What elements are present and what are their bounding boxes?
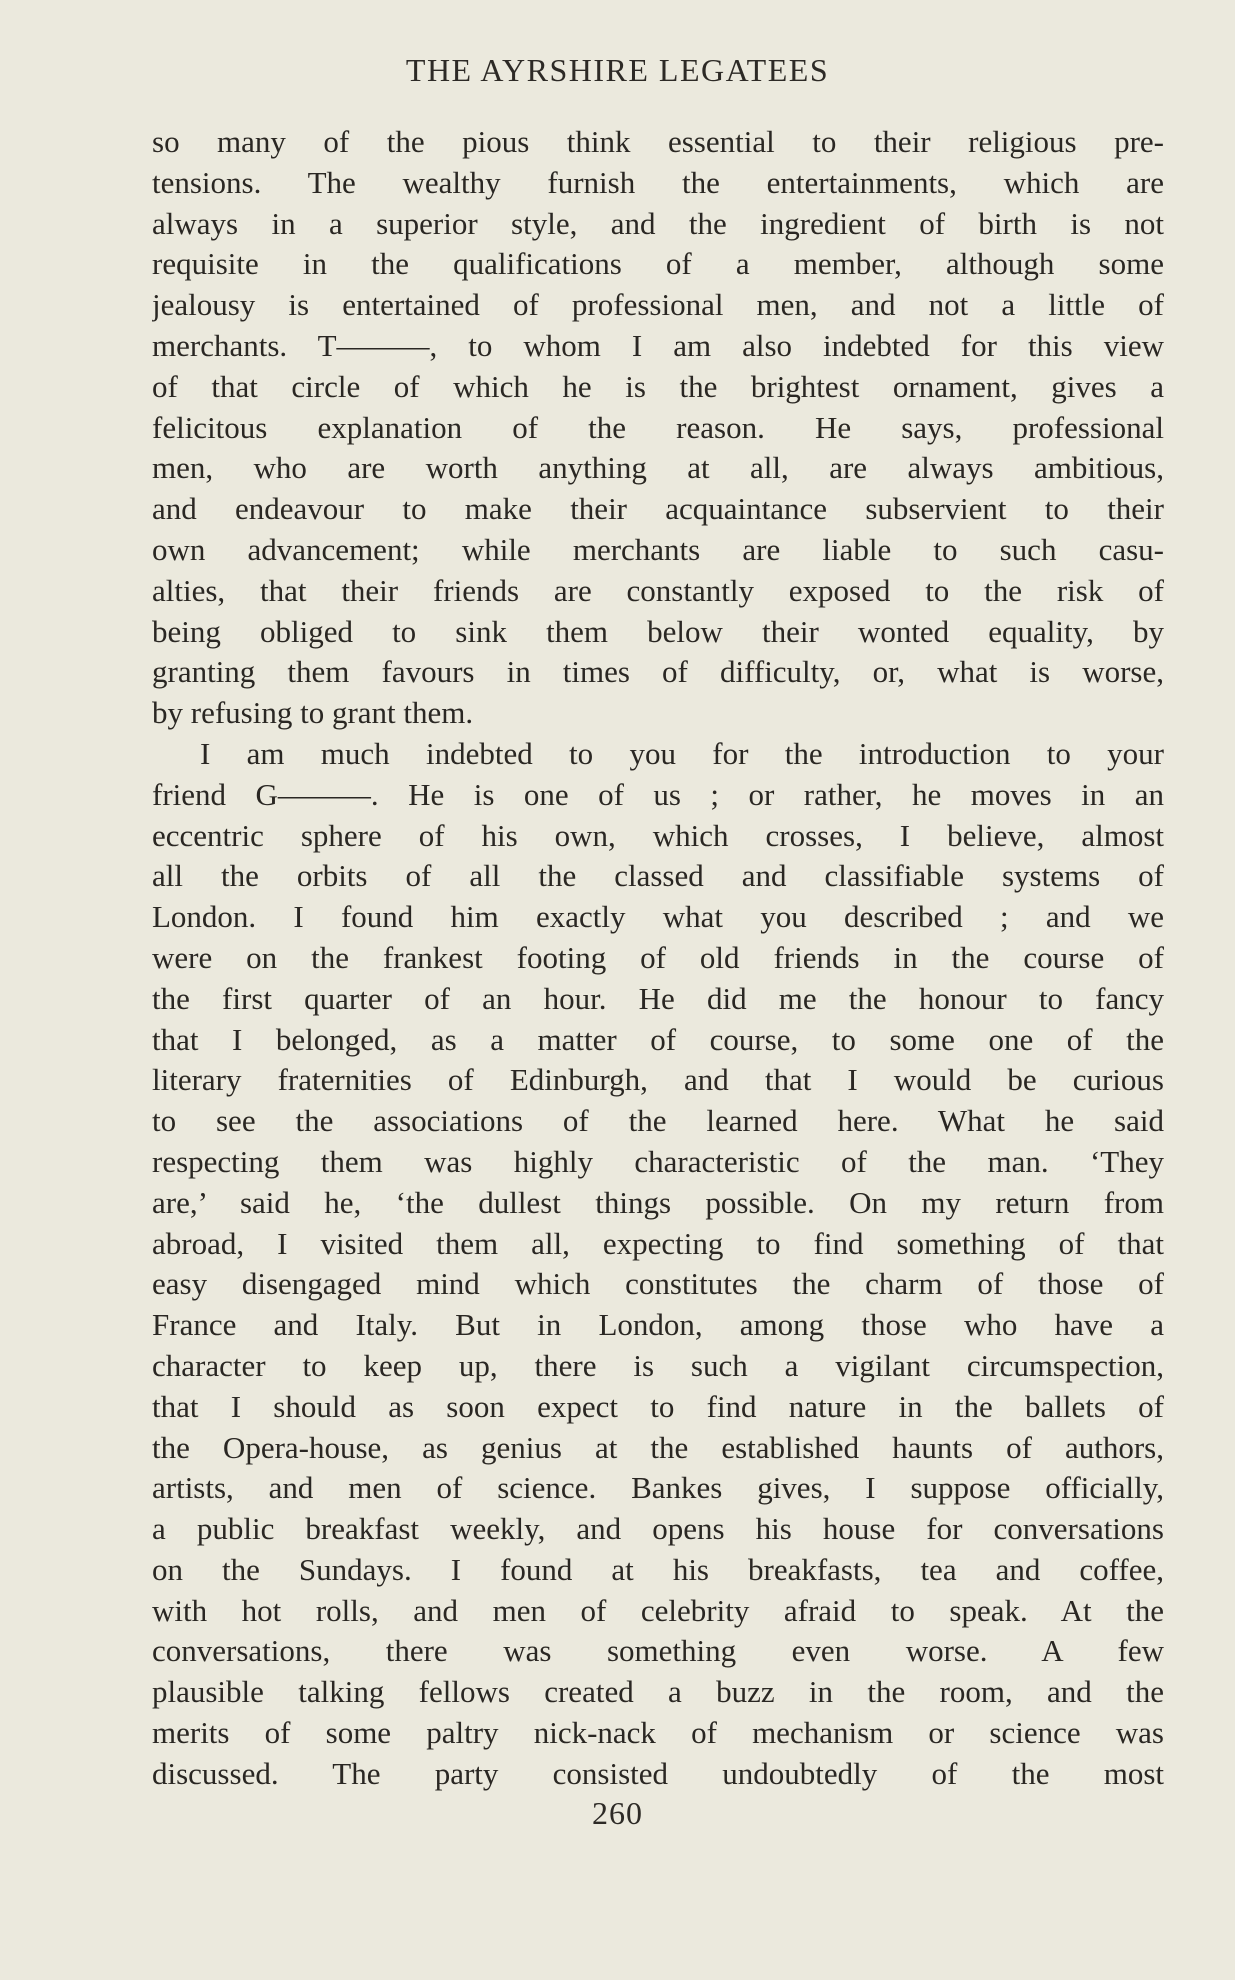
text-line: to see the associations of the learned here. What he said — [152, 1103, 1164, 1139]
text-line: requisite in the qualifications of a member, although some — [152, 246, 1164, 282]
text-line: with hot rolls, and men of celebrity afraid to speak. At the — [152, 1592, 1164, 1628]
text-line: the first quarter of an hour. He did me the honour to fancy — [152, 980, 1164, 1016]
text-line: France and Italy. But in London, among those who have a — [152, 1307, 1164, 1343]
text-line: I am much indebted to you for the introduction to your — [200, 735, 1164, 771]
text-line: being obliged to sink them below their wonted equality, by — [152, 613, 1164, 649]
text-line: the Opera-house, as genius at the established haunts of authors, — [152, 1429, 1164, 1465]
text-line: on the Sundays. I found at his breakfasts, tea and coffee, — [152, 1551, 1164, 1587]
text-line: that I belonged, as a matter of course, to some one of the — [152, 1021, 1164, 1057]
text-line: respecting them was highly characteristic of the man. ‘They — [152, 1143, 1164, 1179]
text-line: conversations, there was something even worse. A few — [152, 1633, 1164, 1669]
text-line: merchants. T———, to whom I am also indebted for this view — [152, 327, 1164, 363]
text-line: abroad, I visited them all, expecting to find something of that — [152, 1225, 1164, 1261]
text-line: artists, and men of science. Bankes gives, I suppose officially, — [152, 1470, 1164, 1506]
text-line: were on the frankest footing of old friends in the course of — [152, 939, 1164, 975]
text-line: alties, that their friends are constantly exposed to the risk of — [152, 572, 1164, 608]
text-line: a public breakfast weekly, and opens his house for conversations — [152, 1511, 1164, 1547]
body-text — [152, 122, 1164, 1795]
text-line: felicitous explanation of the reason. He says, professional — [152, 409, 1164, 445]
text-line: character to keep up, there is such a vigilant circumspection, — [152, 1347, 1164, 1383]
text-line: and endeavour to make their acquaintance subservient to their — [152, 491, 1164, 527]
text-line: plausible talking fellows created a buzz in the room, and the — [152, 1674, 1164, 1710]
text-line: granting them favours in times of difficulty, or, what is worse, — [152, 654, 1164, 690]
text-line: discussed. The party consisted undoubtedly of the most — [152, 1755, 1164, 1791]
text-line: eccentric sphere of his own, which crosses, I believe, almost — [152, 817, 1164, 853]
text-line: easy disengaged mind which constitutes the charm of those of — [152, 1266, 1164, 1302]
running-head: THE AYRSHIRE LEGATEES — [405, 52, 830, 88]
text-line: jealousy is entertained of professional men, and not a little of — [152, 287, 1164, 323]
text-line: so many of the pious think essential to their religious pre- — [152, 124, 1164, 159]
text-line: tensions. The wealthy furnish the entertainments, which are — [152, 164, 1164, 200]
text-line: all the orbits of all the classed and classifiable systems of — [152, 858, 1164, 894]
text-line: friend G———. He is one of us ; or rather, he moves in an — [152, 776, 1164, 812]
text-line: London. I found him exactly what you described ; and we — [152, 899, 1164, 935]
text-line: own advancement; while merchants are liable to such casu- — [152, 531, 1164, 567]
page-number: 260 — [592, 1795, 643, 1831]
text-line: by refusing to grant them. — [152, 695, 474, 731]
text-line: are,’ said he, ‘the dullest things possible. On my return from — [152, 1184, 1164, 1220]
text-line: men, who are worth anything at all, are always ambitious, — [152, 450, 1164, 486]
text-line: always in a superior style, and the ingredient of birth is not — [152, 205, 1164, 241]
text-line: merits of some paltry nick-nack of mechanism or science was — [152, 1715, 1164, 1751]
text-line: of that circle of which he is the brightest ornament, gives a — [152, 368, 1164, 404]
text-line: literary fraternities of Edinburgh, and that I would be curious — [152, 1062, 1164, 1098]
text-line: that I should as soon expect to find nature in the ballets of — [152, 1388, 1164, 1424]
